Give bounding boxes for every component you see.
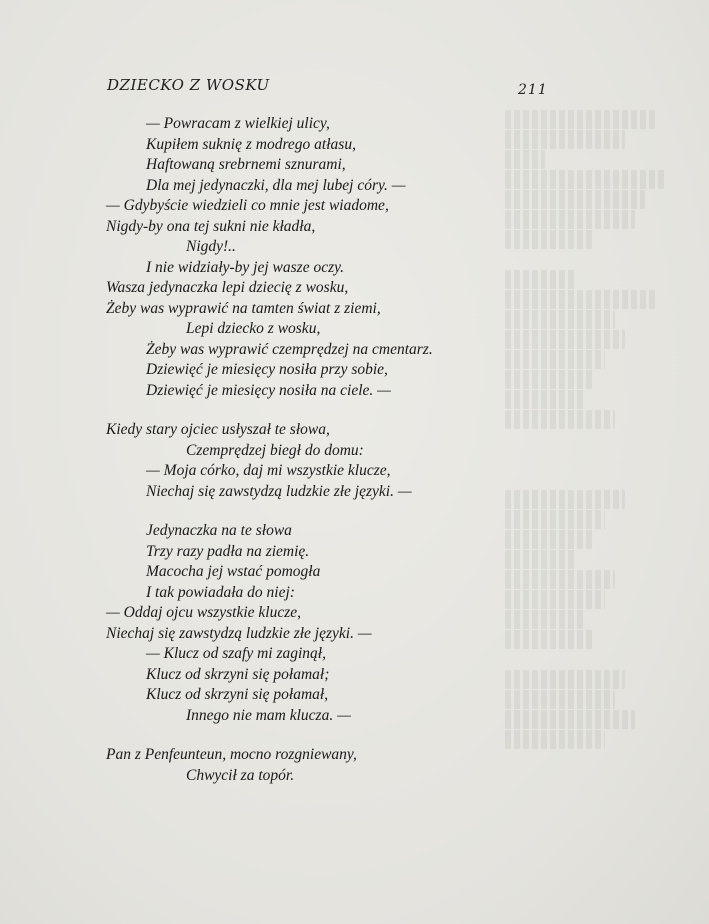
poem-line: Kiedy stary ojciec usłyszał te słowa, — [106, 421, 330, 438]
poem-line: Żeby was wyprawić na tamten świat z ziemi, — [106, 299, 381, 317]
poem-line: Pan z Penfeunteun, mocno rozgniewany, — [106, 746, 357, 763]
poem-line: Macocha jej wstać pomogła — [146, 563, 321, 580]
stanza — [0, 745, 709, 786]
poem-line: — Oddaj ojcu wszystkie klucze, — [106, 604, 302, 621]
poem-line: — Klucz od szafy mi zaginął, — [146, 645, 326, 662]
poem-line: Dziewięć je miesięcy nosiła na ciele. — — [146, 381, 391, 399]
poem-line: Dziewięć je miesięcy nosiła przy sobie, — [146, 361, 388, 378]
poem-line: Kupiłem suknię z modrego atłasu, — [146, 135, 356, 153]
stanza — [0, 114, 709, 401]
poem-line: Innego nie mam klucza. — — [186, 706, 351, 724]
poem-line: Jedynaczka na te słowa — [146, 522, 292, 539]
poem-line: I nie widziały-by jej wasze oczy. — [146, 258, 345, 276]
stanza — [0, 521, 709, 726]
poem-line: — Gdybyście wiedzieli co mnie jest wiadome, — [106, 197, 389, 214]
poem-line: Czemprędzej biegł do domu: — [186, 441, 364, 459]
poem-line: I tak powiadała do niej: — [146, 583, 295, 601]
poem-line: Chwycił za topór. — [186, 766, 295, 784]
poem-line: Nigdy!.. — [186, 238, 236, 255]
page-number: 211 — [518, 82, 548, 98]
stanza — [0, 420, 709, 502]
poem-line: Wasza jedynaczka lepi dziecię z wosku, — [106, 279, 349, 296]
poem-line: Żeby was wyprawić czemprędzej na cmentarz. — [146, 340, 433, 358]
poem-line: Dla mej jedynaczki, dla mej lubej córy. — — [146, 176, 406, 194]
poem-line: Haftowaną srebrnemi sznurami, — [146, 156, 346, 173]
poem-line: — Moja córko, daj mi wszystkie klucze, — [146, 462, 391, 479]
poem-line: Lepi dziecko z wosku, — [186, 320, 321, 337]
poem-line: — Powracam z wielkiej ulicy, — [146, 115, 330, 132]
poem-line: Niechaj się zawstydzą ludzkie złe języki. — — [106, 624, 372, 642]
poem-line: Trzy razy padła na ziemię. — [146, 542, 310, 560]
poem-line: Klucz od skrzyni się połamał; — [146, 665, 330, 683]
poem-line: Klucz od skrzyni się połamał, — [146, 686, 329, 703]
poem-body — [0, 114, 709, 786]
running-title: DZIECKO Z WOSKU — [107, 76, 270, 94]
poem-line: Niechaj się zawstydzą ludzkie złe języki. — — [146, 482, 412, 500]
poem-line: Nigdy-by ona tej sukni nie kładła, — [106, 217, 316, 235]
